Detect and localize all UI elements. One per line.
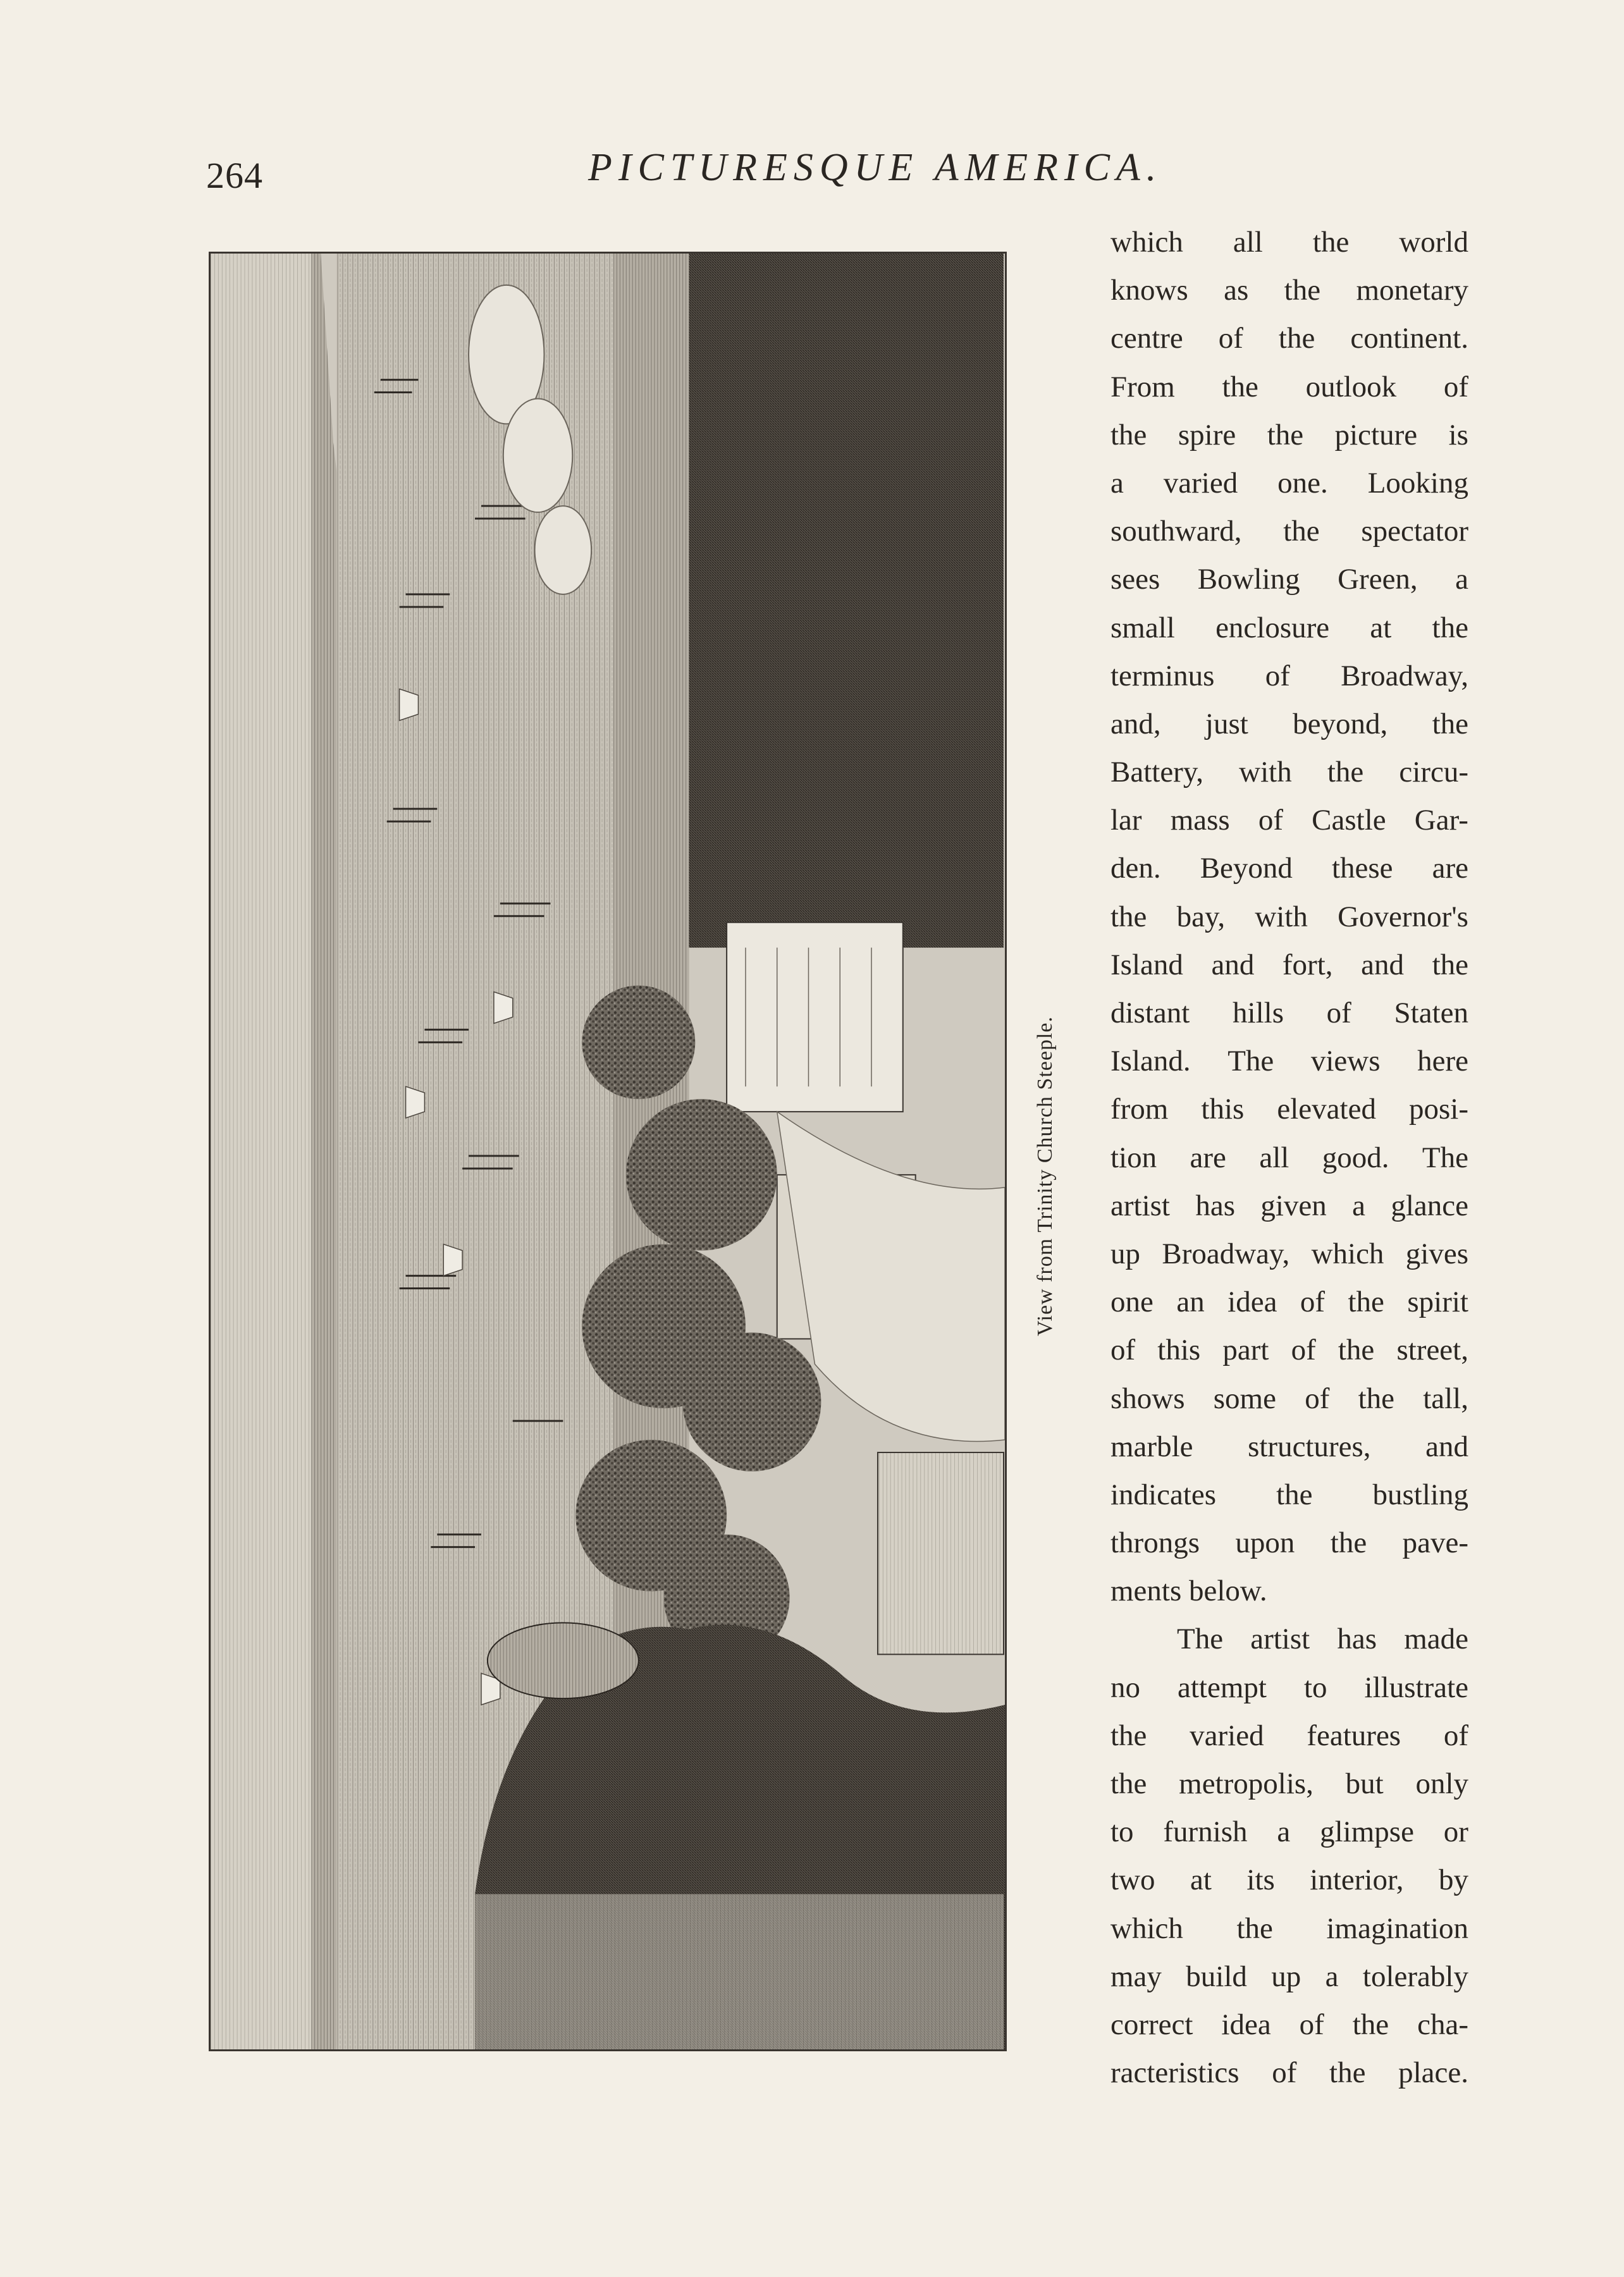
- word: Green,: [1338, 563, 1418, 596]
- word: and: [1361, 948, 1404, 981]
- word: picture: [1334, 418, 1418, 451]
- word: correct: [1110, 2008, 1193, 2041]
- word: fort,: [1282, 948, 1333, 981]
- word: these: [1331, 852, 1393, 885]
- word: posi-: [1409, 1093, 1468, 1126]
- text-line: [1110, 1712, 1468, 1760]
- text-line: [1110, 1375, 1468, 1423]
- word: the: [1352, 2008, 1389, 2041]
- word: southward,: [1110, 515, 1242, 548]
- word: spectator: [1361, 515, 1468, 548]
- word: or: [1443, 1815, 1468, 1849]
- word: which: [1311, 1237, 1384, 1270]
- body-text-column: [1110, 218, 1468, 2097]
- word: upon: [1235, 1526, 1295, 1560]
- word: the: [1330, 1526, 1367, 1560]
- word: of: [1265, 659, 1290, 692]
- word: this: [1157, 1334, 1201, 1367]
- word: with: [1255, 900, 1308, 933]
- page-number: 264: [206, 155, 263, 196]
- text-line: [1110, 893, 1468, 941]
- text-line: [1110, 459, 1468, 507]
- word: features: [1307, 1719, 1401, 1752]
- word: of: [1258, 804, 1284, 837]
- word: the: [1110, 900, 1147, 933]
- word: Looking: [1367, 466, 1468, 500]
- text-line: [1110, 1134, 1468, 1182]
- word: has: [1337, 1623, 1377, 1656]
- word: circu-: [1399, 756, 1468, 789]
- word: attempt: [1178, 1671, 1267, 1704]
- text-line: [1110, 1856, 1468, 1904]
- word: spirit: [1407, 1286, 1468, 1319]
- word: the: [1267, 418, 1304, 451]
- word: a: [1352, 1189, 1365, 1222]
- word: the: [1327, 756, 1364, 789]
- word: Battery,: [1110, 756, 1204, 789]
- text-line: [1110, 700, 1468, 748]
- word: street,: [1396, 1334, 1468, 1367]
- word: structures,: [1248, 1430, 1371, 1463]
- word: at: [1190, 1863, 1212, 1897]
- word: the: [1110, 418, 1147, 451]
- word: indicates: [1110, 1478, 1217, 1511]
- word: the: [1358, 1382, 1394, 1415]
- word: the: [1312, 226, 1350, 259]
- word: outlook: [1305, 370, 1397, 403]
- word: a: [1277, 1815, 1291, 1849]
- word: has: [1195, 1189, 1235, 1222]
- text-line: [1110, 1905, 1468, 1953]
- text-line: [1110, 1615, 1468, 1663]
- text-line: [1110, 1037, 1468, 1085]
- word: of: [1272, 2056, 1297, 2090]
- word: this: [1201, 1093, 1245, 1126]
- text-line: [1110, 748, 1468, 796]
- word: sees: [1110, 563, 1160, 596]
- word: one.: [1277, 466, 1328, 500]
- word: tolerably: [1362, 1960, 1468, 1993]
- word: centre: [1110, 322, 1183, 355]
- word: pave-: [1402, 1526, 1468, 1560]
- word: shows: [1110, 1382, 1185, 1415]
- word: the: [1432, 611, 1468, 644]
- caption-container: [1023, 986, 1067, 1366]
- text-line: [1110, 1230, 1468, 1278]
- word: glance: [1391, 1189, 1468, 1222]
- word: good.: [1322, 1141, 1389, 1174]
- word: build: [1186, 1960, 1247, 1993]
- text-line: [1110, 2001, 1468, 2049]
- word: metropolis,: [1179, 1767, 1313, 1800]
- word: racteristics: [1110, 2056, 1240, 2090]
- word: the: [1236, 1912, 1273, 1945]
- text-line: [1110, 1182, 1468, 1230]
- word: a: [1455, 563, 1468, 596]
- text-line: [1110, 652, 1468, 700]
- text-line: [1110, 555, 1468, 603]
- word: idea: [1221, 2008, 1271, 2041]
- word: to: [1303, 1671, 1327, 1704]
- word: Governor's: [1338, 900, 1468, 933]
- word: interior,: [1310, 1863, 1404, 1897]
- word: bustling: [1372, 1478, 1468, 1511]
- text-line: [1110, 314, 1468, 362]
- word: spire: [1178, 418, 1236, 451]
- word: of: [1300, 1286, 1326, 1319]
- word: artist: [1110, 1189, 1170, 1222]
- word: the: [1348, 1286, 1384, 1319]
- word: with: [1239, 756, 1292, 789]
- engraving-illustration: [209, 252, 1007, 2051]
- text-line: [1110, 1953, 1468, 2001]
- word: the: [1284, 274, 1321, 307]
- word: glimpse: [1320, 1815, 1414, 1849]
- word: place.: [1398, 2056, 1468, 2090]
- word: Broadway,: [1162, 1237, 1290, 1270]
- word: terminus: [1110, 659, 1215, 692]
- word: Gar-: [1414, 804, 1468, 837]
- word: given: [1260, 1189, 1327, 1222]
- word: of: [1443, 1719, 1468, 1752]
- word: are: [1432, 852, 1468, 885]
- word: and,: [1110, 707, 1161, 740]
- word: are: [1190, 1141, 1226, 1174]
- text-line: [1110, 507, 1468, 555]
- word: of: [1443, 370, 1468, 403]
- word: of: [1110, 1334, 1136, 1367]
- word: varied: [1190, 1719, 1264, 1752]
- word: some: [1213, 1382, 1276, 1415]
- word: the: [1222, 370, 1258, 403]
- word: from: [1110, 1093, 1169, 1126]
- word: varied: [1163, 466, 1238, 500]
- word: distant: [1110, 997, 1190, 1029]
- word: an: [1176, 1286, 1205, 1319]
- word: bay,: [1176, 900, 1226, 933]
- word: The: [1177, 1623, 1224, 1656]
- word: at: [1370, 611, 1392, 644]
- text-line: [1110, 1664, 1468, 1712]
- text-line: [1110, 604, 1468, 652]
- word: made: [1404, 1623, 1468, 1656]
- word: up: [1271, 1960, 1301, 1993]
- word: Island: [1110, 948, 1183, 981]
- word: and: [1211, 948, 1255, 981]
- word: the: [1110, 1719, 1147, 1752]
- word: which: [1110, 226, 1183, 259]
- text-line: [1110, 1278, 1468, 1326]
- word: enclosure: [1215, 611, 1330, 644]
- illustration-caption: View from Trinity Church Steeple.: [1033, 1016, 1057, 1336]
- word: by: [1439, 1863, 1468, 1897]
- word: Staten: [1394, 997, 1468, 1029]
- text-line: [1110, 1423, 1468, 1471]
- word: to: [1110, 1815, 1134, 1849]
- word: den.: [1110, 852, 1161, 885]
- word: illustrate: [1364, 1671, 1468, 1704]
- word: up: [1110, 1237, 1140, 1270]
- word: views: [1310, 1045, 1381, 1078]
- text-line: [1110, 411, 1468, 459]
- word: monetary: [1356, 274, 1468, 307]
- word: the: [1338, 1334, 1375, 1367]
- word: Castle: [1312, 804, 1386, 837]
- text-line: [1110, 1085, 1468, 1133]
- text-line: [1110, 1519, 1468, 1567]
- text-line: [1110, 1808, 1468, 1856]
- harbor-view-engraving: [211, 254, 1005, 2049]
- word: Broadway,: [1341, 659, 1468, 692]
- word: Beyond: [1200, 852, 1293, 885]
- word: From: [1110, 370, 1175, 403]
- word: of: [1305, 1382, 1330, 1415]
- word: tall,: [1423, 1382, 1468, 1415]
- word: tion: [1110, 1141, 1157, 1174]
- word: mass: [1170, 804, 1230, 837]
- word: as: [1224, 274, 1249, 307]
- word: the: [1432, 707, 1468, 740]
- word: idea: [1227, 1286, 1277, 1319]
- word: of: [1291, 1334, 1316, 1367]
- word: a: [1325, 1960, 1339, 1993]
- word: imagination: [1326, 1912, 1468, 1945]
- word: the: [1276, 1478, 1313, 1511]
- word: the: [1329, 2056, 1366, 2090]
- word: just: [1205, 707, 1248, 740]
- word: marble: [1110, 1430, 1193, 1463]
- word: but: [1345, 1767, 1384, 1800]
- word: world: [1399, 226, 1468, 259]
- word: The: [1227, 1045, 1274, 1078]
- word: a: [1110, 466, 1124, 500]
- text-line: [1110, 218, 1468, 266]
- word: elevated: [1277, 1093, 1376, 1126]
- text-line: [1110, 941, 1468, 989]
- word: the: [1278, 322, 1315, 355]
- word: The: [1422, 1141, 1468, 1174]
- word: one: [1110, 1286, 1153, 1319]
- word: knows: [1110, 274, 1188, 307]
- word: furnish: [1163, 1815, 1248, 1849]
- text-line: [1110, 1471, 1468, 1519]
- word: of: [1326, 997, 1351, 1029]
- word: all: [1233, 226, 1263, 259]
- text-line: ments below.: [1110, 1574, 1267, 1608]
- word: the: [1432, 948, 1468, 981]
- text-line: [1110, 266, 1468, 314]
- word: which: [1110, 1912, 1183, 1945]
- word: hills: [1233, 997, 1284, 1029]
- text-line: [1110, 844, 1468, 892]
- running-title: PICTURESQUE AMERICA.: [588, 146, 1163, 189]
- text-line: [1110, 796, 1468, 844]
- word: continent.: [1350, 322, 1468, 355]
- word: its: [1246, 1863, 1275, 1897]
- word: no: [1110, 1671, 1140, 1704]
- word: of: [1299, 2008, 1324, 2041]
- word: here: [1417, 1045, 1468, 1078]
- text-line: [1110, 363, 1468, 411]
- word: all: [1259, 1141, 1289, 1174]
- word: artist: [1250, 1623, 1310, 1656]
- word: and: [1425, 1430, 1468, 1463]
- text-line: [1110, 2049, 1468, 2097]
- text-line: [1110, 1326, 1468, 1374]
- word: is: [1448, 418, 1468, 451]
- word: Island.: [1110, 1045, 1191, 1078]
- word: beyond,: [1293, 707, 1388, 740]
- word: part: [1222, 1334, 1269, 1367]
- word: the: [1110, 1767, 1147, 1800]
- word: two: [1110, 1863, 1155, 1897]
- word: the: [1283, 515, 1320, 548]
- word: gives: [1405, 1237, 1468, 1270]
- text-line: [1110, 1760, 1468, 1808]
- word: small: [1110, 611, 1175, 644]
- word: only: [1415, 1767, 1468, 1800]
- word: throngs: [1110, 1526, 1200, 1560]
- word: of: [1218, 322, 1243, 355]
- word: Bowling: [1197, 563, 1300, 596]
- word: may: [1110, 1960, 1162, 1993]
- word: lar: [1110, 804, 1142, 837]
- word: cha-: [1417, 2008, 1468, 2041]
- text-line: [1110, 989, 1468, 1037]
